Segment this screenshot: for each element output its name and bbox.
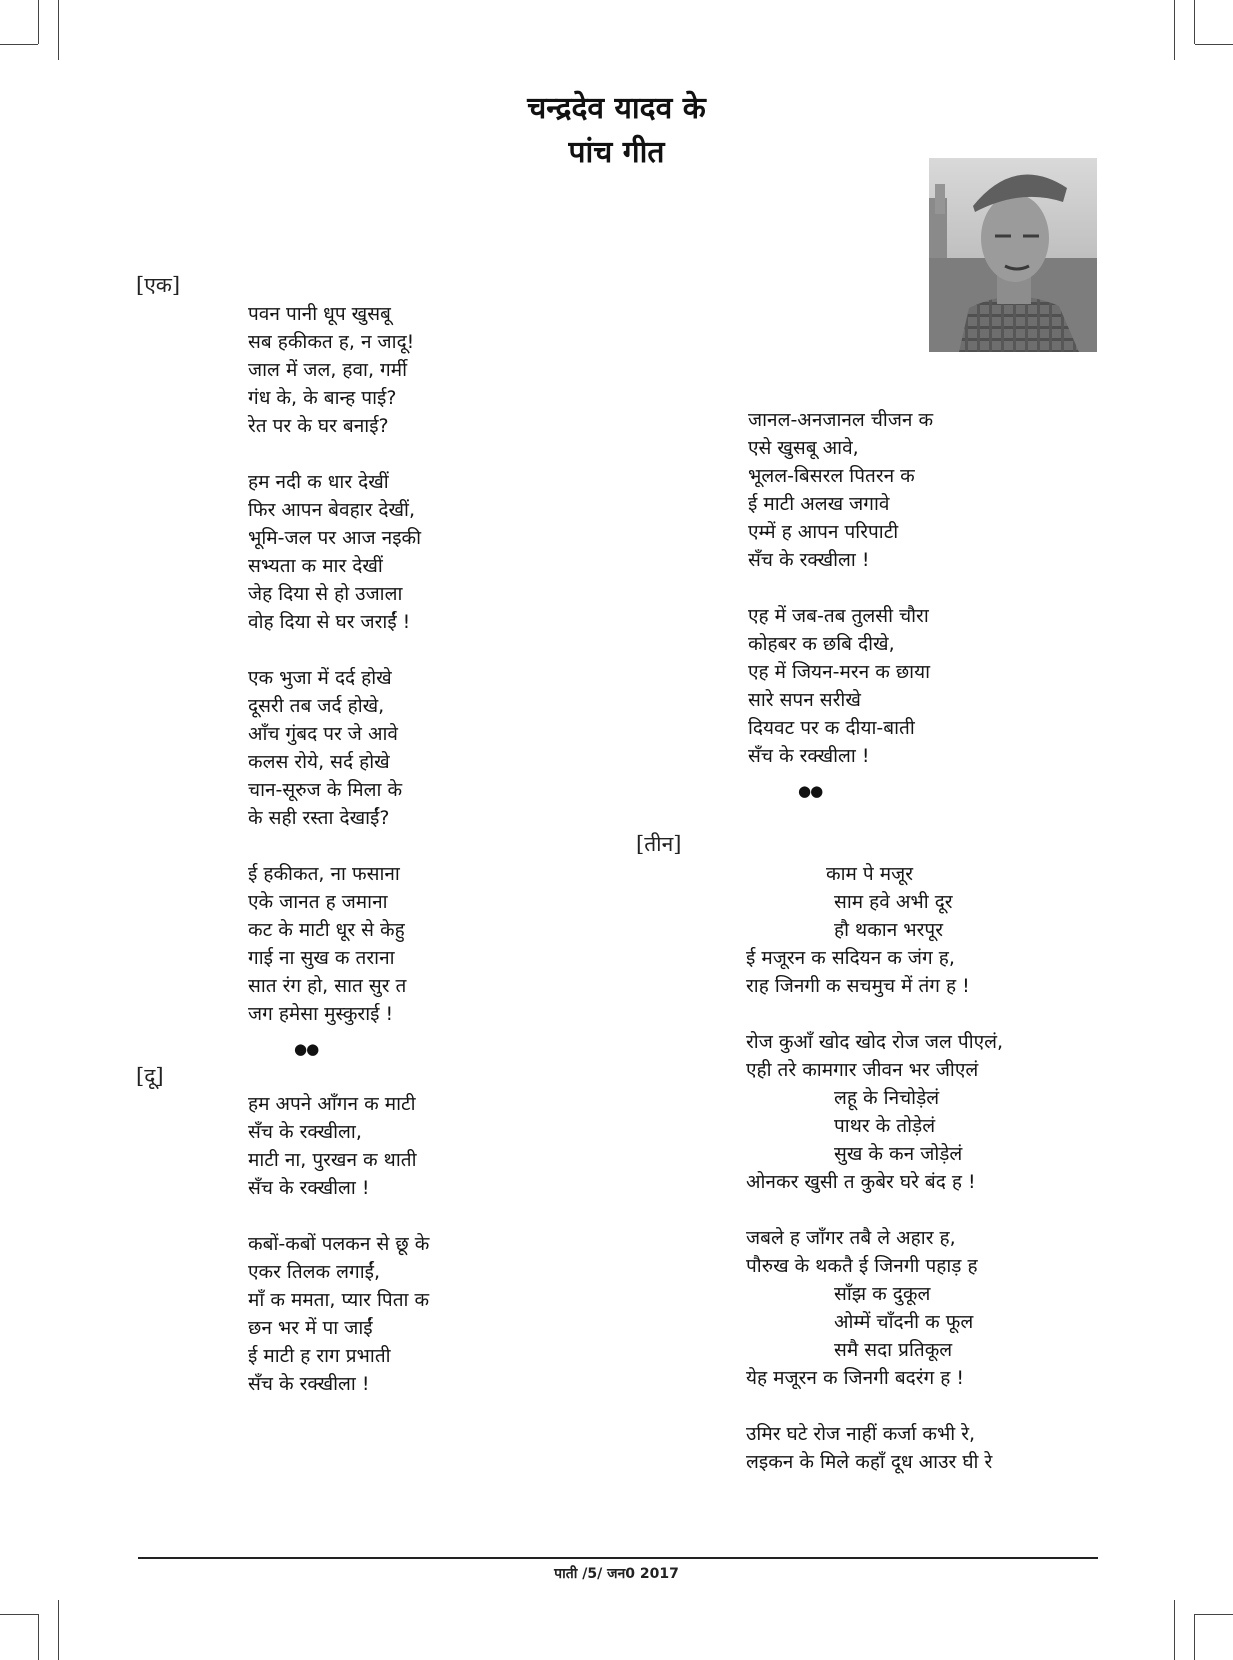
- poem-line: लहू के निचोड़ेलं: [834, 1087, 940, 1109]
- poem-line: ई मजूरन क सदियन क जंग ह,: [746, 947, 955, 969]
- poem-line: ई माटी अलख जगावे: [748, 493, 890, 515]
- poem-line: के सही रस्ता देखाईं?: [248, 807, 390, 829]
- poem-line: सारे सपन सरीखे: [748, 689, 861, 711]
- crop-mark-bottom-left-v2: [58, 1600, 59, 1660]
- poem-line: दूसरी तब जर्द होखे,: [248, 695, 385, 717]
- poem-line: वोह दिया से घर जराईं !: [248, 611, 411, 633]
- page-footer: पाती /5/ जन0 2017: [554, 1566, 679, 1582]
- poem-line: जबले ह जाँगर तबै ले अहार ह,: [746, 1227, 956, 1249]
- poem-line: हम नदी क धार देखीं: [248, 471, 389, 493]
- poem-line: हौ थकान भरपूर: [834, 919, 943, 941]
- crop-mark-bottom-right-v2: [1174, 1600, 1175, 1660]
- poem-line: साँझ क दुकूल: [834, 1283, 931, 1305]
- poem-line: सब हकीकत ह, न जादू!: [248, 331, 415, 353]
- page-title-line2: पांच गीत: [568, 135, 665, 170]
- poem-line: माँ क ममता, प्यार पिता क: [248, 1289, 430, 1311]
- poem-line: सँच के रक्खीला !: [248, 1177, 370, 1199]
- crop-mark-top-left-v2: [58, 0, 59, 60]
- separator-dots: ●●: [798, 782, 823, 800]
- crop-mark-bottom-right-h: [1195, 1614, 1233, 1615]
- poem-line: एह में जियन-मरन क छाया: [748, 661, 931, 683]
- poem-line: सँच के रक्खीला !: [748, 745, 870, 767]
- poem-line: माटी ना, पुरखन क थाती: [248, 1149, 417, 1171]
- poem-line: एके जानत ह जमाना: [248, 891, 388, 913]
- poem-line: छन भर में पा जाईं: [248, 1317, 373, 1339]
- section-label-three: [तीन]: [636, 832, 682, 856]
- poem-line: चान-सूरुज के मिला के: [248, 779, 403, 801]
- poem-line: एकर तिलक लगाईं,: [248, 1261, 381, 1283]
- poem-line: उमिर घटे रोज नाहीं कर्जा कभी रे,: [746, 1423, 976, 1445]
- poem-line: एह में जब-तब तुलसी चौरा: [748, 605, 929, 627]
- page-title-line1: चन्द्रदेव यादव के: [527, 91, 706, 126]
- poem-line: लइकन के मिले कहाँ दूध आउर घी रे: [746, 1451, 993, 1473]
- poem-line: हम अपने आँगन क माटी: [248, 1093, 416, 1115]
- poem-line: ओनकर खुसी त कुबेर घरे बंद ह !: [746, 1171, 976, 1193]
- poem-line: सँच के रक्खीला !: [248, 1373, 370, 1395]
- poem-line: जानल-अनजानल चीजन क: [748, 409, 934, 431]
- crop-mark-top-left-h: [0, 44, 38, 45]
- poem-line: सभ्यता क मार देखीं: [248, 555, 383, 577]
- poem-line: एही तरे कामगार जीवन भर जीएलं: [746, 1059, 979, 1081]
- poem-line: सात रंग हो, सात सुर त: [248, 975, 407, 997]
- separator-dots: ●●: [294, 1040, 319, 1058]
- poem-line: रेत पर के घर बनाई?: [248, 415, 389, 437]
- crop-mark-bottom-left-v1: [38, 1614, 39, 1660]
- poem-line: फिर आपन बेवहार देखीं,: [248, 499, 416, 521]
- section-label-two: [दू]: [136, 1064, 164, 1088]
- footer-rule: [138, 1557, 1098, 1559]
- poem-line: पौरुख के थकतै ई जिनगी पहाड़ ह: [746, 1255, 978, 1277]
- section-label-one: [एक]: [136, 273, 181, 297]
- poem-line: एसे खुसबू आवे,: [748, 437, 859, 459]
- poem-line: ओम्में चाँदनी क फूल: [834, 1311, 974, 1333]
- poem-line: भूलल-बिसरल पितरन क: [748, 465, 915, 487]
- crop-mark-top-right-h: [1195, 44, 1233, 45]
- poem-line: पाथर के तोड़ेलं: [834, 1115, 936, 1137]
- poem-line: सँच के रक्खीला,: [248, 1121, 362, 1143]
- poem-line: येह मजूरन क जिनगी बदरंग ह !: [746, 1367, 965, 1389]
- crop-mark-top-left-v1: [38, 0, 39, 44]
- poem-line: गाई ना सुख क तराना: [248, 947, 395, 969]
- poem-line: कलस रोये, सर्द होखे: [248, 751, 390, 773]
- author-photo: [929, 158, 1097, 352]
- poem-line: एक भुजा में दर्द होखे: [248, 667, 392, 689]
- poem-line: जाल में जल, हवा, गर्मी: [248, 359, 408, 381]
- poem-line: पवन पानी धूप खुसबू: [248, 303, 391, 325]
- poem-line: कट के माटी धूर से केहु: [248, 919, 405, 941]
- poem-line: सुख के कन जोड़ेलं: [834, 1143, 963, 1165]
- poem-line: दियवट पर क दीया-बाती: [748, 717, 915, 739]
- poem-line: जग हमेसा मुस्कुराई !: [248, 1003, 394, 1025]
- poem-line: ई हकीकत, ना फसाना: [248, 863, 400, 885]
- poem-line: भूमि-जल पर आज नइकी: [248, 527, 422, 549]
- poem-line: समै सदा प्रतिकूल: [834, 1339, 953, 1361]
- poem-line: काम पे मजूर: [826, 863, 913, 885]
- poem-line: एम्में ह आपन परिपाटी: [748, 521, 899, 543]
- crop-mark-top-right-v1: [1194, 0, 1195, 44]
- poem-line: आँच गुंबद पर जे आवे: [248, 723, 398, 745]
- crop-mark-bottom-right-v1: [1194, 1614, 1195, 1660]
- poem-line: जेह दिया से हो उजाला: [248, 583, 403, 605]
- poem-line: ई माटी ह राग प्रभाती: [248, 1345, 391, 1367]
- poem-line: राह जिनगी क सचमुच में तंग ह !: [746, 975, 970, 997]
- poem-line: रोज कुआँ खोद खोद रोज जल पीएलं,: [746, 1031, 1004, 1053]
- poem-line: साम हवे अभी दूर: [834, 891, 953, 913]
- poem-line: कोहबर क छबि दीखे,: [748, 633, 895, 655]
- poem-line: सँच के रक्खीला !: [748, 549, 870, 571]
- crop-mark-bottom-left-h: [0, 1614, 38, 1615]
- poem-line: गंध के, के बान्ह पाई?: [248, 387, 397, 409]
- poem-line: कबों-कबों पलकन से छू के: [248, 1233, 430, 1255]
- crop-mark-top-right-v2: [1174, 0, 1175, 60]
